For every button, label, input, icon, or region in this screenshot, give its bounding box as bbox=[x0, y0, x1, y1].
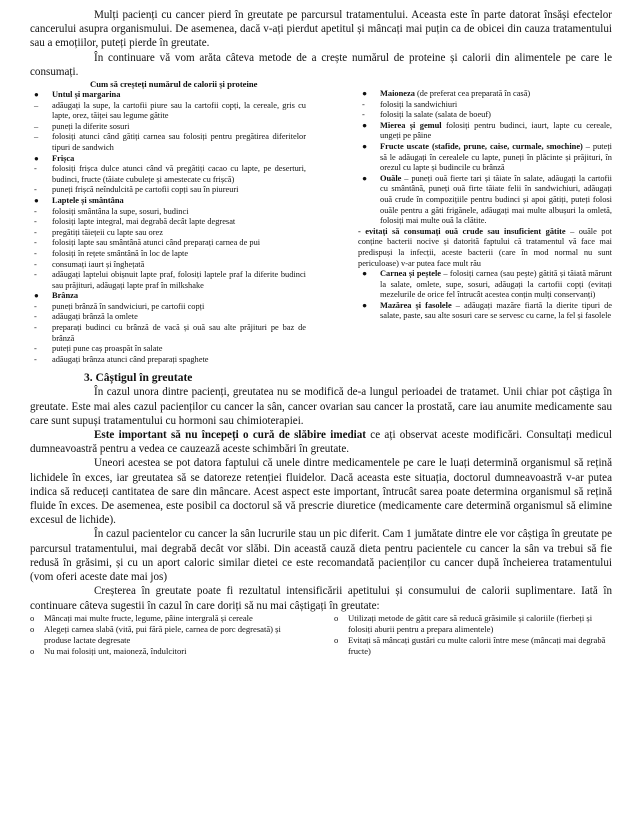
intro-paragraph-1: Mulți pacienți cu cancer pierd în greutate pe parcursul tratamentului. Aceasta este în parte datorat însăși efectelor cancerului asupra organismului. De asemenea, dacă v-ați pierdut apetitul și mâncați mai puțin ca de obicei din cauza tratamentului sau a emoțiilor, puteți pierde în greutate. bbox=[30, 9, 612, 50]
dash-marker: – bbox=[34, 132, 39, 142]
list-item-text: Laptele și smântâna bbox=[52, 195, 124, 205]
list-item-text: folosiți lapte integral, mai degrabă decât lapte degresat bbox=[52, 217, 236, 227]
list-item bbox=[30, 302, 306, 313]
dash-marker: - bbox=[362, 110, 365, 120]
dash-marker: - bbox=[34, 227, 37, 237]
list-item bbox=[358, 121, 612, 142]
list-item-text: folosiți la sandwichiuri bbox=[380, 99, 458, 109]
bullet-icon: ● bbox=[362, 173, 368, 183]
left-column bbox=[30, 79, 306, 365]
list-item bbox=[30, 260, 306, 271]
bullet-icon: ● bbox=[362, 269, 368, 279]
list-item-text: puneți frișcă neîndulcită pe cartofii copți sau în piureuri bbox=[52, 185, 239, 195]
dash-marker: - bbox=[34, 354, 37, 364]
list-item-text: pregătiți tăiețeii cu lapte sau orez bbox=[52, 227, 163, 237]
bullet-icon: ● bbox=[362, 89, 368, 99]
bullet-icon: ● bbox=[34, 195, 39, 205]
list-item bbox=[30, 207, 306, 218]
dash-marker: – bbox=[34, 100, 39, 110]
list-item bbox=[358, 89, 612, 100]
list-item-bold: Maioneza bbox=[380, 89, 415, 99]
list-item-text: folosiți smântâna la supe, sosuri, budinci bbox=[52, 206, 189, 216]
list-item-text: puneți la diferite sosuri bbox=[52, 121, 130, 131]
dash-marker: - bbox=[34, 270, 37, 280]
list-item-text: – puteți să le adăugați în cerealele cu lapte, puneți în plăcinte și prăjituri, în orezul cu lapte și budincile cu brânză bbox=[380, 141, 613, 173]
suggestion-text: Evitați să mâncați gustări cu multe calorii între mese (mâncați mai degrabă fructe) bbox=[348, 634, 606, 656]
list-item-text: puneți brânză în sandwiciuri, pe cartofii copți bbox=[52, 301, 205, 311]
dash-marker: - bbox=[358, 226, 366, 236]
dash-marker: - bbox=[34, 301, 37, 311]
suggestion-text: Utilizați metode de gătit care să reducă grăsimile și caloriile (fierbeți și folosiți aburii pentru a prepara alimentele) bbox=[348, 612, 593, 634]
suggestions-left bbox=[30, 613, 300, 657]
right-list bbox=[358, 89, 612, 322]
list-item bbox=[30, 185, 306, 196]
list-heading bbox=[30, 154, 306, 165]
list-item-text: consumați iaurt și înghețată bbox=[52, 259, 145, 269]
suggestion-item bbox=[334, 613, 612, 635]
dash-marker: - bbox=[34, 217, 37, 227]
list-item bbox=[30, 249, 306, 260]
dash-marker: - bbox=[34, 259, 37, 269]
list-item bbox=[30, 228, 306, 239]
list-item-text: puteți pune caș proaspăt în salate bbox=[52, 344, 163, 354]
list-item-bold: Ouăle bbox=[380, 173, 402, 183]
list-item-text: folosiți la salate (salata de boeuf) bbox=[380, 110, 491, 120]
list-item-text: – folosiți carnea (sau pește) gătită și tăiată mărunt la salate, omlete, supe, sosuri, adăugați la cartofii copți (evitați mezelurile de orice fel întrucât acestea conțin mulți conservanți) bbox=[380, 269, 612, 300]
suggestion-text: Alegeți carnea slabă (vită, pui fără piele, carnea de porc degresată) și produse lactate degresate bbox=[44, 623, 281, 645]
tips-columns bbox=[30, 79, 612, 365]
list-heading bbox=[30, 90, 306, 101]
dash-marker: - bbox=[34, 185, 37, 195]
dash-marker: - bbox=[34, 312, 37, 322]
suggestion-item bbox=[30, 613, 300, 624]
list-item-text: Untul și margarina bbox=[52, 90, 121, 100]
list-item bbox=[358, 174, 612, 227]
section-3-paragraph-2 bbox=[30, 428, 612, 456]
right-column bbox=[358, 79, 612, 365]
list-item bbox=[30, 132, 306, 153]
list-item bbox=[358, 142, 612, 174]
list-item bbox=[30, 323, 306, 344]
list-item bbox=[30, 122, 306, 133]
circle-bullet-icon: o bbox=[334, 634, 339, 645]
list-item-text: folosiți frișca dulce atunci când vă pregătiți cacao cu lapte, pe deserturi, budinci, fructe (tăiate cubulețe și amestecate cu frișcă) bbox=[52, 164, 306, 184]
section-3-title: 3. Câștigul în greutate bbox=[84, 372, 193, 385]
dash-marker: - bbox=[34, 238, 37, 248]
dash-marker: - bbox=[34, 323, 37, 333]
section-3-paragraph-1: În cazul unora dintre pacienți, greutatea nu se modifică de-a lungul perioadei de tratamet. Unii chiar pot câștiga în greutate. Este mai ales cazul pacienților cu cancer la sân, cancer ovarian sau cancer la prostată, care iau anumite medicamente sau care sunt supuși tratamentului cu hormoni sau chimioterapiei. bbox=[30, 386, 612, 427]
important-note: Este important să nu începeți o cură de slăbire imediat bbox=[94, 429, 366, 442]
list-item bbox=[358, 301, 612, 322]
list-item-bold: Carnea și peștele bbox=[380, 269, 442, 279]
dash-marker: - bbox=[34, 344, 37, 354]
list-item bbox=[30, 270, 306, 291]
list-item bbox=[30, 344, 306, 355]
list-item-text: (de preferat cea preparată în casă) bbox=[414, 89, 531, 99]
suggestion-item bbox=[30, 646, 300, 657]
bullet-icon: ● bbox=[362, 120, 368, 130]
list-item-text: folosiți pentru budinci, iaurt, lapte cu cereale, ungeți pe pâine bbox=[380, 120, 612, 141]
bullet-icon: ● bbox=[362, 300, 368, 310]
list-item-text: – puneți ouă fierte tari și tăiate în salate, adăugați la cartofii cu smântână, puneți ouă firte tăiate felii în sandwichiuri, adăugați ouă crude în compozițiile pentru budinci și apoi gătiți, puteți folosi ouăle pentru a găti frigănele, adăugați mai multe albușuri la omletă, folosiți mai multe ouă la clătite. bbox=[380, 173, 612, 226]
circle-bullet-icon: o bbox=[30, 623, 35, 634]
suggestion-text: Mâncați mai multe fructe, legume, pâine intergrală și cereale bbox=[44, 612, 253, 623]
list-item-text: adăugați brânză la omlete bbox=[52, 312, 138, 322]
list-item-text: Frișca bbox=[52, 153, 75, 163]
intro-paragraph-2: În continuare vă vom arăta câteva metode de a crește numărul de proteine și calorii din alimentele pe care le consumați. bbox=[30, 51, 612, 78]
dash-marker: - bbox=[34, 248, 37, 258]
suggestion-text: Nu mai folosiți unt, maioneză, îndulcitori bbox=[44, 645, 187, 656]
list-item-text: folosiți atunci când gătiți carnea sau folosiți pentru pregătirea diferitelor tipuri de sandwich bbox=[52, 132, 306, 152]
bullet-icon: ● bbox=[34, 90, 39, 100]
circle-bullet-icon: o bbox=[30, 645, 35, 656]
list-item-bold: evitați să consumați ouă crude sau insuficient gătite bbox=[365, 226, 566, 236]
list-item bbox=[358, 227, 612, 269]
list-item-text: folosiți în rețete smântână în loc de lapte bbox=[52, 248, 189, 258]
section-3-paragraph-4: În cazul pacientelor cu cancer la sân lucrurile stau un pic diferit. Cam 1 jumătate dintre ele vor câștiga în greutate pe parcursul tratamentului, mai degrabă decât vor slăbi. Din această cauză dieta pentru pacientele cu cancer la sân va trebui să fie redusă în grăsimi, și cu un aport caloric similar dietei ce este recomandată pacienților cu cancer după încheierea tratamentului (vom oferi aceste date mai jos) bbox=[30, 528, 612, 584]
list-item bbox=[30, 217, 306, 228]
suggestions bbox=[30, 613, 612, 657]
suggestions-right bbox=[334, 613, 612, 657]
list-item-text: preparați budinci cu brânză de vacă și ouă sau alte prăjituri pe baz de brânză bbox=[52, 323, 306, 343]
bullet-icon: ● bbox=[34, 291, 39, 301]
list-item-bold: Mazărea și fasolele bbox=[380, 300, 452, 310]
list-item-text: – adăugați mazăre fiartă la dierite tipuri de salate, paste, sau alte sosuri care se servesc cu carne, la fel și fasolele bbox=[380, 300, 612, 321]
list-item-text: folosiți lapte sau smântână atunci când preparați carnea de pui bbox=[52, 238, 261, 248]
list-item bbox=[30, 355, 306, 366]
list-item-text: Brânza bbox=[52, 291, 79, 301]
list-item bbox=[358, 110, 612, 121]
important-note-rest: ce ați observat aceste modificări. Consultați medicul dumneavoastră pentru a vedea ce cauzează aceste schimbări în greutate. bbox=[30, 429, 612, 456]
list-item bbox=[358, 100, 612, 111]
list-item bbox=[30, 312, 306, 323]
dash-marker: – bbox=[34, 121, 39, 131]
dash-marker: - bbox=[362, 99, 365, 109]
bullet-icon: ● bbox=[34, 153, 39, 163]
suggestion-item bbox=[30, 624, 300, 646]
list-item bbox=[358, 269, 612, 301]
list-item bbox=[30, 101, 306, 122]
section-3-paragraph-5: Creșterea în greutate poate fi rezultatul intensificării apetitului și consumului de calorii suplimentare. Iată în continuare câteva sugestii în cazul în care doriți să nu mai câștigați în greutate: bbox=[30, 585, 612, 612]
dash-marker: - bbox=[34, 164, 37, 174]
suggestion-item bbox=[334, 635, 612, 657]
circle-bullet-icon: o bbox=[334, 612, 339, 623]
left-list bbox=[30, 90, 306, 365]
list-item-bold: Mierea și gemul bbox=[380, 120, 442, 130]
list-item bbox=[30, 164, 306, 185]
section-3-paragraph-3: Uneori acestea se pot datora faptului că unele dintre medicamentele pe care le luați determină organismul să rețină lichidele în exces, iar greutatea să se datoreze retenției fluidelor. Dacă aceasta este situația, doctorul dumneavoastră v-ar putea indica să reduceți cantitatea de sare din mâncare. Acest aspect este important, întrucât sarea poate determina organismul să rețină fluide în exces. De asemenea, este posibil ca doctorul să vă prescrie diuretice (medicamente care determină organismul să elimine excesul de lichide). bbox=[30, 457, 612, 527]
left-column-title: Cum să creșteți numărul de calorii și proteine bbox=[90, 79, 258, 90]
list-item-text: adăugați brânza atunci când preparați spaghete bbox=[52, 354, 209, 364]
list-heading bbox=[30, 196, 306, 207]
list-item-text: adăugați laptelui obișnuit lapte praf, folosiți laptele praf la diferite budinci sau prăjituri, adăugați lapte praf în milkshake bbox=[52, 270, 306, 290]
list-item bbox=[30, 238, 306, 249]
circle-bullet-icon: o bbox=[30, 612, 35, 623]
list-item-text: adăugați la supe, la cartofii piure sau la cartofii copți, la cereale, gris cu lapte, orez, tăiței sau legume gătite bbox=[52, 100, 306, 121]
bullet-icon: ● bbox=[362, 141, 368, 151]
dash-marker: - bbox=[34, 206, 37, 216]
list-item-text: – ouăle pot conține bacterii nocive și datorită faptului că tratamentul vă face mai predispuși la infecții, aceste bacterii (care în mod normal nu sunt periculoase) v-ar putea face mult rău bbox=[358, 226, 612, 268]
list-heading bbox=[30, 291, 306, 302]
list-item-bold: Fructe uscate (stafide, prune, caise, curmale, smochine) bbox=[380, 141, 583, 151]
